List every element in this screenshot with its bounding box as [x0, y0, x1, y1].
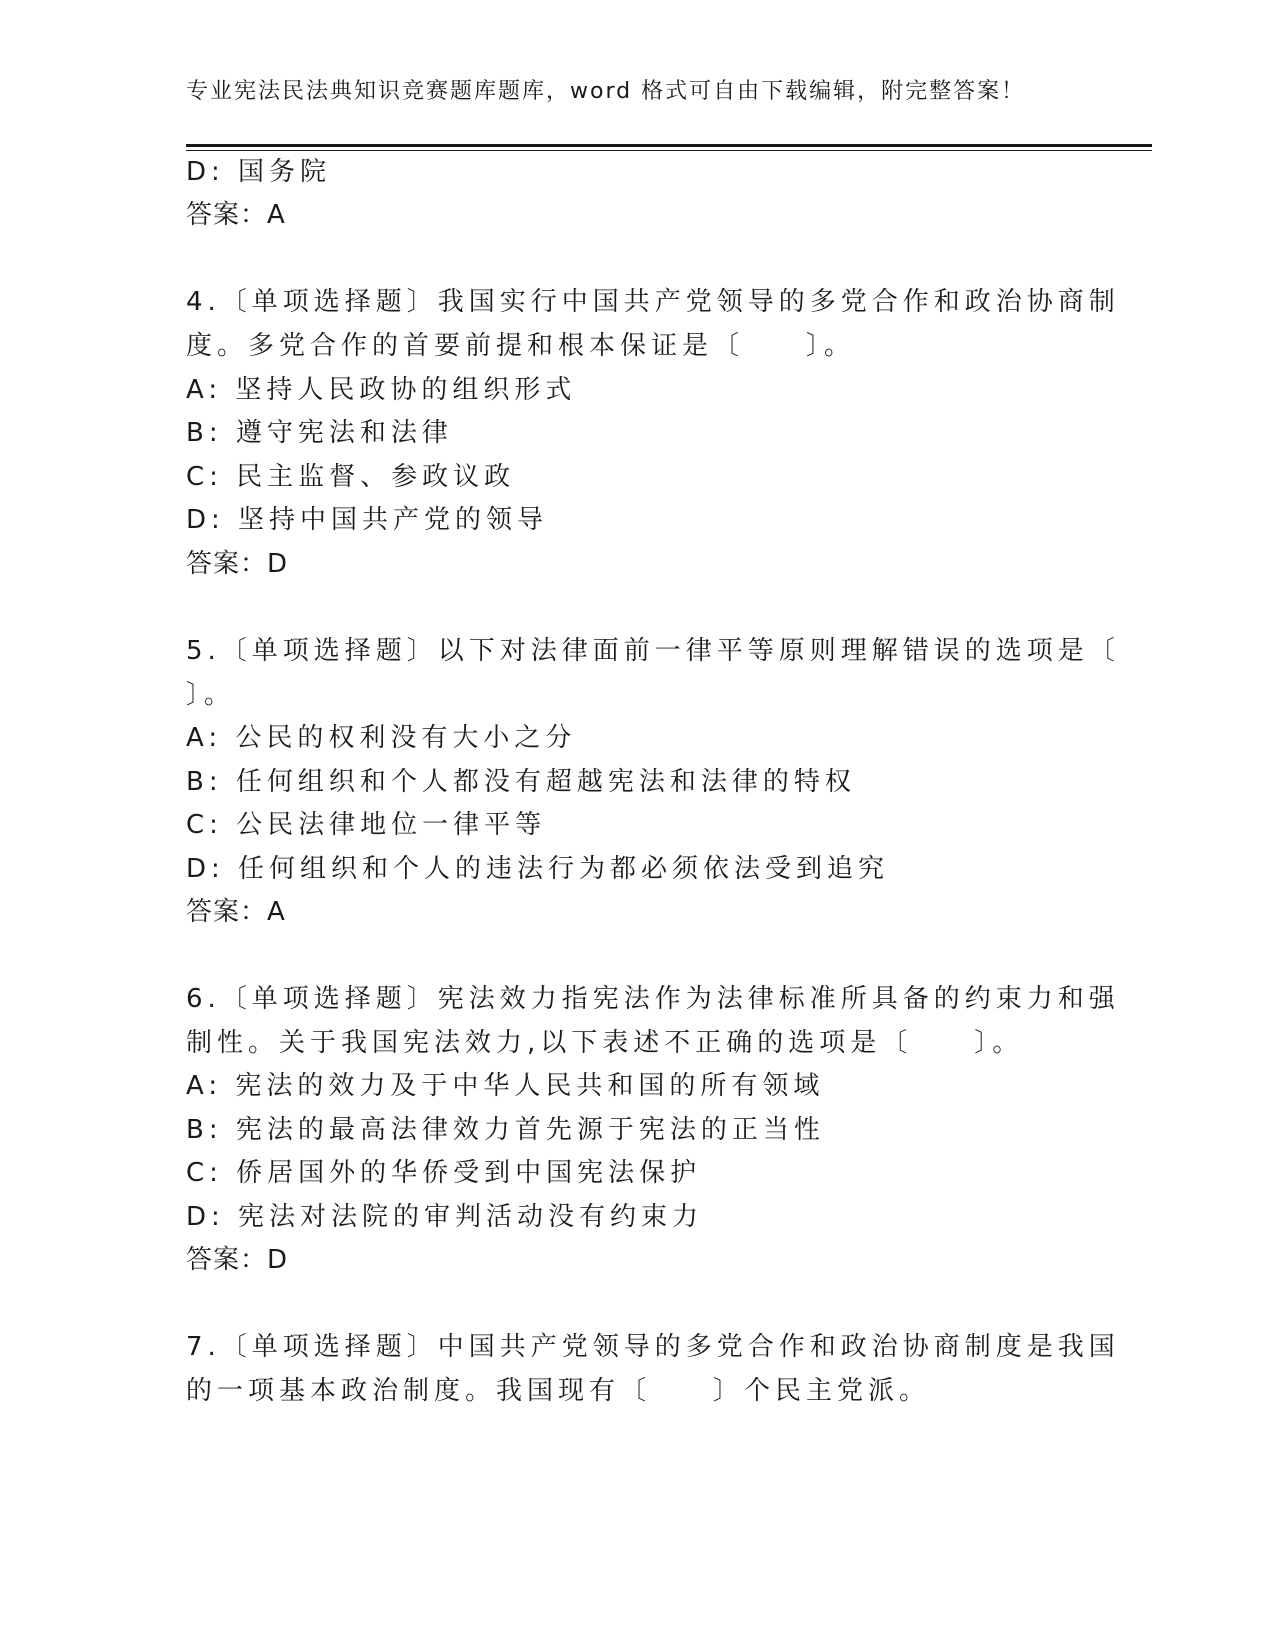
q4-option-c: C: 民主监督、参政议政	[186, 462, 516, 492]
q4-option-a: A: 坚持人民政协的组织形式	[186, 375, 577, 405]
q5-option-c: C: 公民法律地位一律平等	[186, 810, 547, 840]
q6-option-c: C: 侨居国外的华侨受到中国宪法保护	[186, 1158, 702, 1188]
q5-option-b: B: 任何组织和个人都没有超越宪法和法律的特权	[186, 767, 856, 797]
q5-stem-line2: 〕。	[186, 680, 236, 710]
q5-answer: 答案：A	[186, 897, 286, 927]
q5-option-d: D: 任何组织和个人的违法行为都必须依法受到追究	[186, 854, 890, 884]
q4-stem-line2: 度。多党合作的首要前提和根本保证是〔 〕。	[186, 331, 856, 361]
q3-option-d: D: 国务院	[186, 157, 332, 187]
q7-stem-line1: 7.〔单项选择题〕中国共产党领导的多党合作和政治协商制度是我国	[186, 1332, 1120, 1362]
q5-stem-line1: 5.〔单项选择题〕以下对法律面前一律平等原则理解错误的选项是〔	[186, 636, 1120, 666]
q6-option-d: D: 宪法对法院的审判活动没有约束力	[186, 1202, 704, 1232]
q5-option-a: A: 公民的权利没有大小之分	[186, 723, 577, 753]
q3-answer: 答案：A	[186, 200, 286, 230]
q6-answer: 答案：D	[186, 1245, 289, 1275]
q6-option-a: A: 宪法的效力及于中华人民共和国的所有领域	[186, 1071, 825, 1101]
header-rule-thin	[186, 150, 1152, 151]
q6-stem-line1: 6.〔单项选择题〕宪法效力指宪法作为法律标准所具备的约束力和强	[186, 984, 1120, 1014]
q7-stem-line2: 的一项基本政治制度。我国现有〔 〕个民主党派。	[186, 1376, 931, 1406]
header-rule-thick	[186, 144, 1152, 147]
q4-option-b: B: 遵守宪法和法律	[186, 418, 453, 448]
q6-stem-line2: 制性。关于我国宪法效力,以下表述不正确的选项是〔 〕。	[186, 1028, 1024, 1058]
q4-stem-line1: 4.〔单项选择题〕我国实行中国共产党领导的多党合作和政治协商制	[186, 287, 1120, 317]
q4-answer: 答案：D	[186, 549, 289, 579]
q4-option-d: D: 坚持中国共产党的领导	[186, 505, 549, 535]
page-header: 专业宪法民法典知识竞赛题库题库，word 格式可自由下载编辑，附完整答案！	[186, 79, 1026, 104]
q6-option-b: B: 宪法的最高法律效力首先源于宪法的正当性	[186, 1115, 825, 1145]
